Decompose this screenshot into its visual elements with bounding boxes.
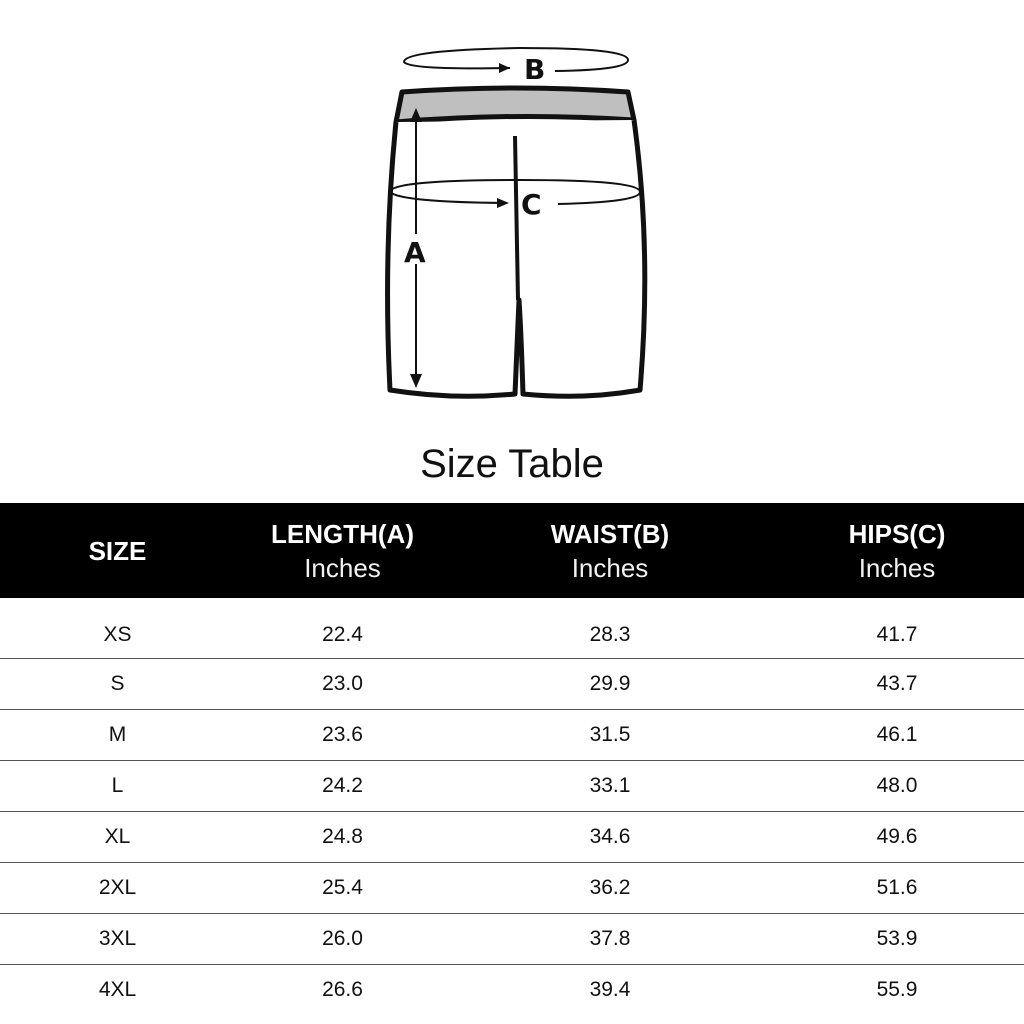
cell-hips: 48.0 <box>770 761 1024 812</box>
cell-hips: 49.6 <box>770 812 1024 863</box>
size-table <box>0 503 1024 1015</box>
cell-length: 23.0 <box>235 659 450 710</box>
cell-waist: 28.3 <box>450 598 770 659</box>
cell-hips: 43.7 <box>770 659 1024 710</box>
cell-waist: 31.5 <box>450 710 770 761</box>
table-row <box>0 863 1024 914</box>
cell-waist: 39.4 <box>589 978 631 1001</box>
label-b: B <box>524 53 546 86</box>
cell-length: 24.2 <box>235 761 450 812</box>
waist-ellipse-b <box>404 48 628 71</box>
cell-length: 26.6 <box>322 978 363 1001</box>
cell-size: 4XL <box>98 978 137 1001</box>
header-hips: HIPS(C) Inches <box>770 503 1024 598</box>
cell-length: 23.6 <box>235 710 450 761</box>
cell-hips: 51.6 <box>770 863 1024 914</box>
table-row <box>0 812 1024 863</box>
cell-hips: 46.1 <box>770 710 1024 761</box>
cell-waist: 36.2 <box>450 863 770 914</box>
table-row <box>0 965 1024 1016</box>
cell-size: M <box>0 710 235 761</box>
cell-length: 22.4 <box>235 598 450 659</box>
cell-size: XL <box>0 812 235 863</box>
cell-length: 24.8 <box>235 812 450 863</box>
table-row <box>0 710 1024 761</box>
cell-size: S <box>0 659 235 710</box>
shorts-measurement-diagram <box>370 40 660 410</box>
cell-length: 26.0 <box>235 914 450 965</box>
cell-size: 3XL <box>0 914 235 965</box>
table-row <box>0 761 1024 812</box>
label-a: A <box>404 236 426 269</box>
table-row <box>0 598 1024 659</box>
waistband-shape <box>396 88 634 122</box>
cell-size: XS <box>0 598 235 659</box>
table-header-row <box>0 503 1024 598</box>
cell-hips: 41.7 <box>770 598 1024 659</box>
size-table-title: Size Table <box>420 442 604 486</box>
arrow-b-head <box>499 63 510 73</box>
header-size: SIZE <box>0 503 235 598</box>
cell-waist: 33.1 <box>450 761 770 812</box>
cell-waist: 37.8 <box>450 914 770 965</box>
label-c: C <box>521 188 542 221</box>
cell-hips: 55.9 <box>876 978 918 1001</box>
header-length: LENGTH(A) Inches <box>235 503 450 598</box>
cell-size: 2XL <box>0 863 235 914</box>
cell-size: L <box>0 761 235 812</box>
table-row <box>0 659 1024 710</box>
table-row <box>0 914 1024 965</box>
cell-waist: 34.6 <box>450 812 770 863</box>
cell-length: 25.4 <box>235 863 450 914</box>
cell-hips: 53.9 <box>770 914 1024 965</box>
cell-waist: 29.9 <box>450 659 770 710</box>
header-waist: WAIST(B) Inches <box>450 503 770 598</box>
